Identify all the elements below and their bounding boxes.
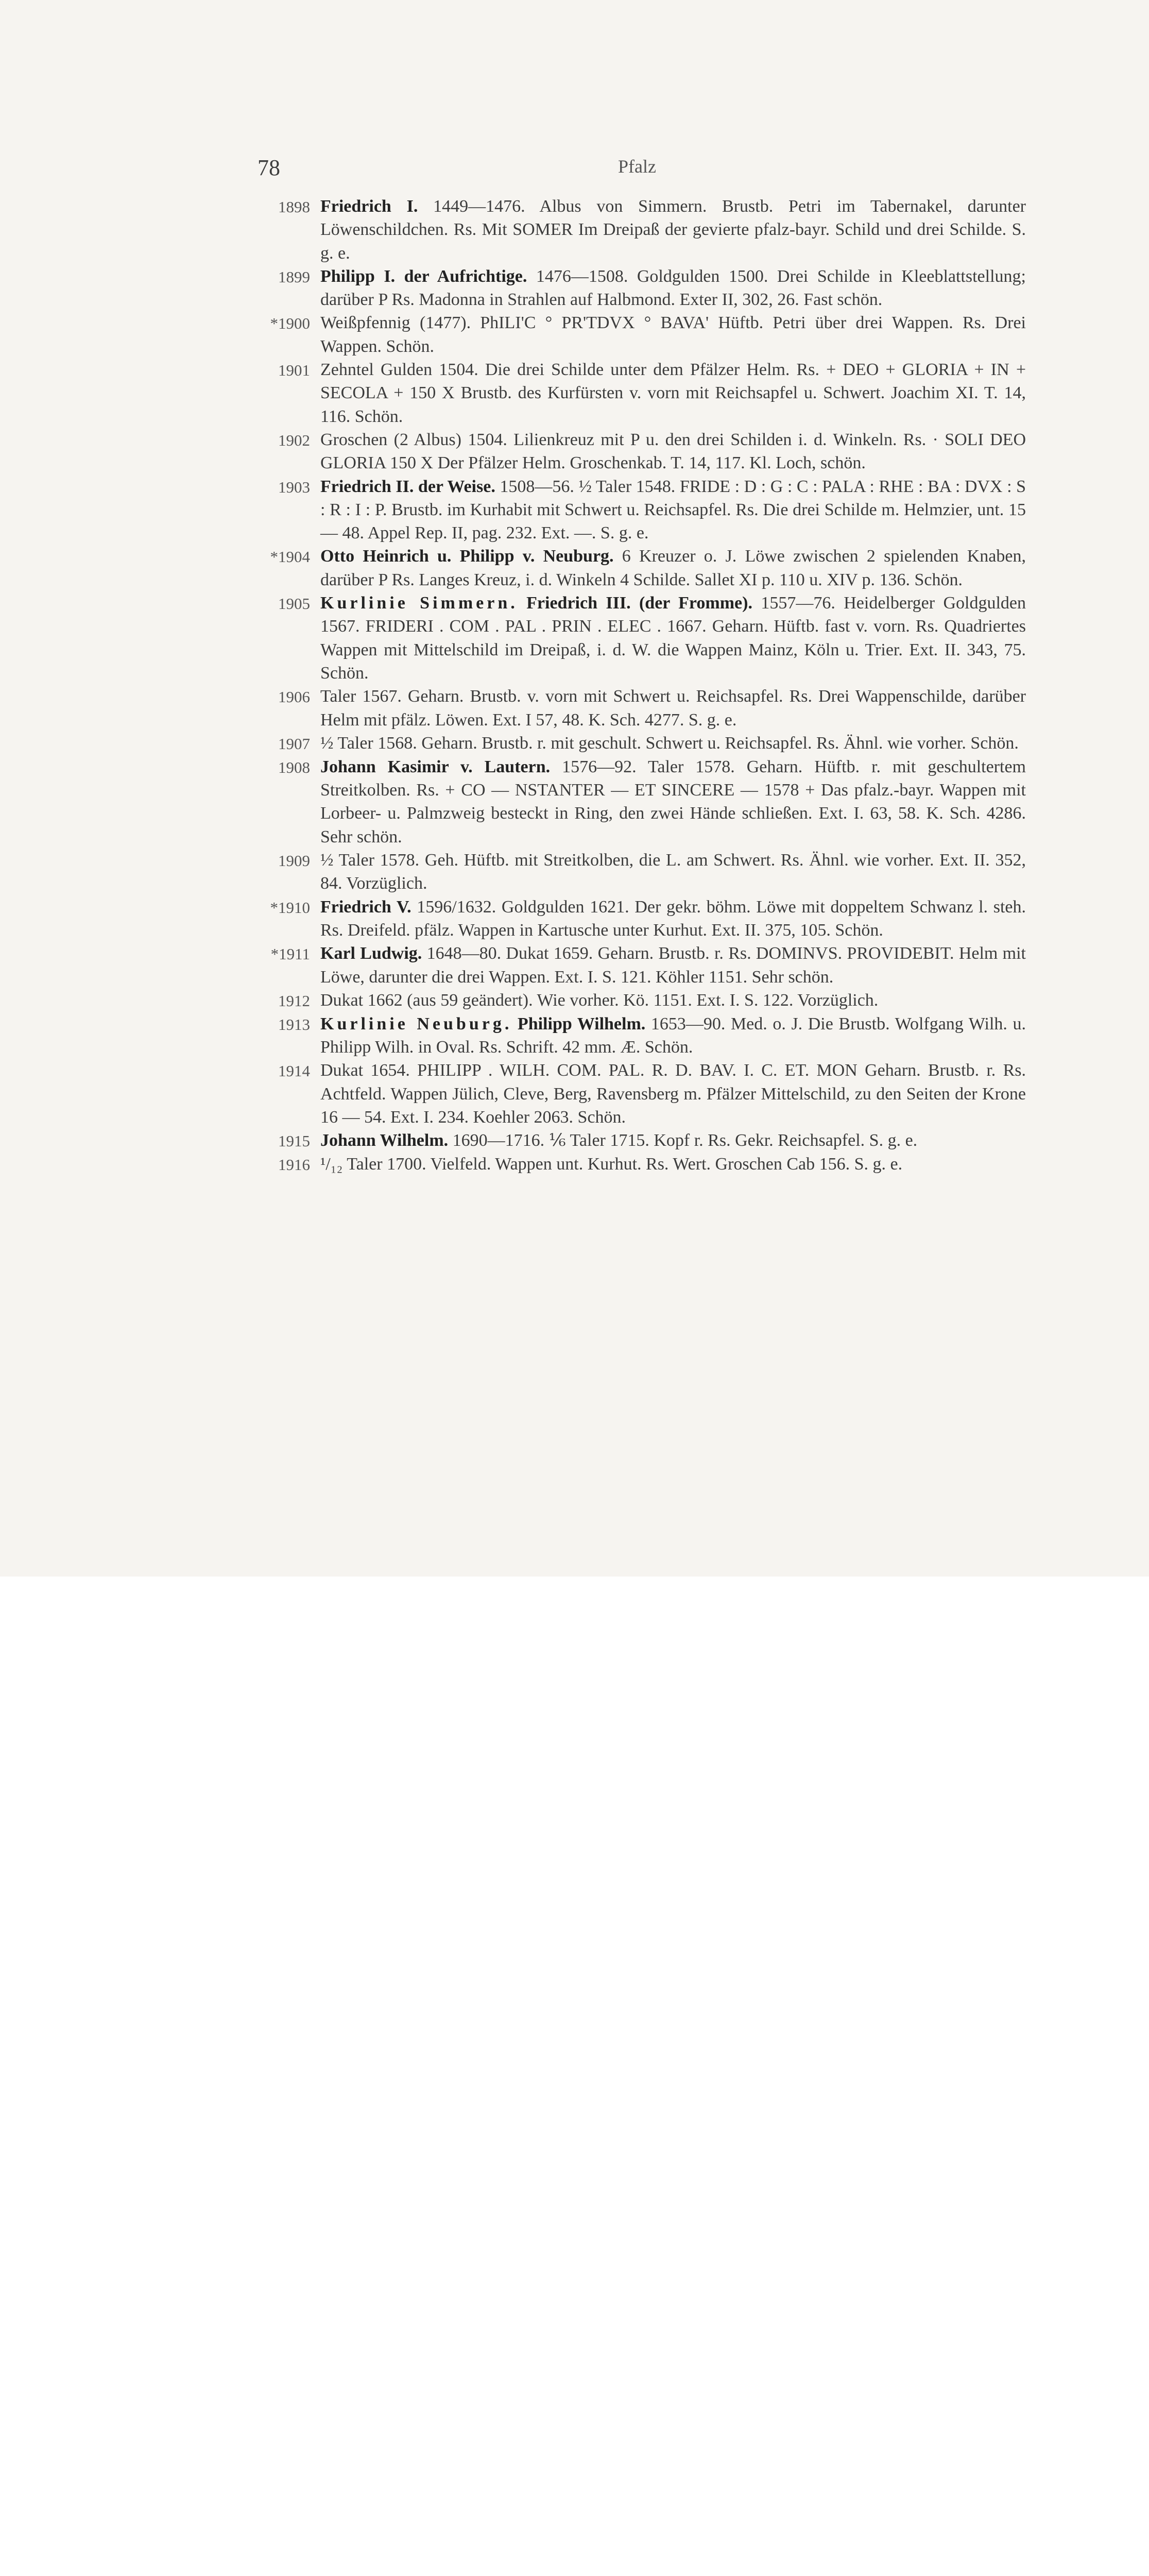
catalogue-entry <box>258 989 1030 1012</box>
lot-number: 1901 <box>278 361 310 380</box>
catalogue-entry <box>258 849 1030 895</box>
entry-text <box>320 591 1026 685</box>
entry-text <box>320 732 1026 755</box>
lot-number: 1913 <box>278 1015 310 1033</box>
catalogue-entry <box>258 1153 1030 1176</box>
catalogue-entry <box>258 685 1030 732</box>
catalogue-entry <box>258 942 1030 989</box>
running-head: Pfalz <box>618 156 656 177</box>
entry-text <box>320 1059 1026 1129</box>
lot-number: 1899 <box>278 267 310 286</box>
lot-number: 1915 <box>278 1132 310 1150</box>
lot-number: 1908 <box>278 758 310 776</box>
lot-number: *1904 <box>270 548 310 566</box>
entry-text <box>320 265 1026 312</box>
lot-number: 1916 <box>278 1156 310 1174</box>
lot-number: 1914 <box>278 1062 310 1080</box>
lot-number: 1898 <box>278 198 310 216</box>
entry-description: Dukat 1662 (aus 59 geändert). Wie vorher. Kö. 1151. Ext. I. S. 122. Vorzüglich. <box>320 990 879 1010</box>
page-number: 78 <box>258 155 280 180</box>
ruler-name: Johann Wilhelm. <box>320 1131 449 1150</box>
entry-text <box>320 1129 1026 1153</box>
lot-number: 1909 <box>278 852 310 870</box>
entry-description: 1449—1476. Albus von Simmern. Brustb. Petri im Tabernakel, darunter Löwenschildchen. Rs. Mit SOMER Im Dreipaß der gevierte pfalz-bayr. Schild und drei Schilde. S. g. e. <box>320 197 1026 263</box>
ruler-name: Philipp Wilhelm. <box>512 1014 646 1033</box>
catalogue-entries <box>258 195 1030 1176</box>
lot-number: 1912 <box>278 991 310 1010</box>
lot-number: *1900 <box>270 314 310 333</box>
catalogue-entry <box>258 591 1030 685</box>
lot-number: *1911 <box>270 945 310 963</box>
entry-description: Dukat 1654. PHILIPP . WILH. COM. PAL. R. D. BAV. I. C. ET. MON Geharn. Brustb. r. Rs. Achtfeld. Wappen Jülich, Cleve, Berg, Ravensberg m. Pfälzer Mittelschild, zu den Seiten der Krone 16 — 54. Ext. I. 234. Koehler 2063. Schön. <box>320 1061 1026 1127</box>
ruler-name: Friedrich II. der Weise. <box>320 477 495 496</box>
entry-text <box>320 989 1026 1012</box>
entry-text <box>320 545 1026 591</box>
catalogue-entry <box>258 358 1030 428</box>
entry-description: 1508—56. ½ Taler 1548. FRIDE : D : G : C : PALA : RHE : BA : DVX : S : R : I : P. Brustb. im Kurhabit mit Schwert u. Reichsapfel. Rs. Die drei Schilde m. Helmzier, unt. 15 — 48. Appel Rep. II, pag. 232. Ext. —. S. g. e. <box>320 477 1026 543</box>
entry-description: Taler 1567. Geharn. Brustb. v. vorn mit Schwert u. Reichsapfel. Rs. Drei Wappenschilde, darüber Helm mit pfälz. Löwen. Ext. I 57, 48. K. Sch. 4277. S. g. e. <box>320 687 1026 730</box>
entry-description: 1557—76. Heidelberger Goldgulden 1567. FRIDERI . COM . PAL . PRIN . ELEC . 1667. Geharn. Hüftb. fast v. vorn. Rs. Quadriertes Wappen mit Mittelschild im Dreipaß, i. d. W. die Wappen Mainz, Köln u. Trier. Ext. II. 343, 75. Schön. <box>320 594 1026 683</box>
catalogue-entry <box>258 732 1030 755</box>
digitization-footer <box>0 1577 1149 1675</box>
entry-text <box>320 475 1026 545</box>
entry-text <box>320 849 1026 895</box>
lot-number: 1907 <box>278 734 310 753</box>
catalogue-entry <box>258 1129 1030 1153</box>
catalogue-entry <box>258 428 1030 475</box>
entry-text <box>320 942 1026 989</box>
entry-description: 1476—1508. Goldgulden 1500. Drei Schilde in Kleeblattstellung; darüber P Rs. Madonna in Strahlen auf Halbmond. Exter II, 302, 26. Fast schön. <box>320 266 1026 310</box>
entry-description: 1690—1716. ⅙ Taler 1715. Kopf r. Rs. Gekr. Reichsapfel. S. g. e. <box>448 1131 918 1150</box>
ruler-name: Johann Kasimir v. Lautern. <box>320 757 551 776</box>
entry-description: 6 Kreuzer o. J. Löwe zwischen 2 spielenden Knaben, darüber P Rs. Langes Kreuz, i. d. Winkeln 4 Schilde. Sallet XI p. 110 u. XIV p. 136. Schön. <box>320 547 1026 589</box>
catalogue-entry <box>258 195 1030 265</box>
entry-description: 1576—92. Taler 1578. Geharn. Hüftb. r. mit geschultertem Streitkolben. Rs. + CO — NSTANTER — ET SINCERE — 1578 + Das pfalz.-bayr. Wappen mit Lorbeer- u. Palmzweig besteckt in Ring, den zwei Hände schließen. Ext. I. 63, 58. K. Sch. 4286. Sehr schön. <box>320 757 1026 846</box>
entry-description: ½ Taler 1578. Geh. Hüftb. mit Streitkolben, die L. am Schwert. Rs. Ähnl. wie vorher. Ext. II. 352, 84. Vorzüglich. <box>320 851 1026 893</box>
catalogue-entry <box>258 755 1030 849</box>
lot-number: 1903 <box>278 478 310 496</box>
entry-text <box>320 195 1026 265</box>
entry-text <box>320 428 1026 475</box>
entry-text <box>320 358 1026 428</box>
entry-text <box>320 1012 1026 1059</box>
entry-description: 1653—90. Med. o. J. Die Brustb. Wolfgang Wilh. u. Philipp Wilh. in Oval. Rs. Schrift. 42 mm. Æ. Schön. <box>320 1014 1026 1057</box>
entry-description: Weißpfennig (1477). PhILI'C ° PR'TDVX ° BAVA' Hüftb. Petri über drei Wappen. Rs. Drei Wappen. Schön. <box>320 313 1026 356</box>
lot-number: 1902 <box>278 431 310 449</box>
catalogue-entry <box>258 475 1030 545</box>
entry-text <box>320 755 1026 849</box>
lot-number: *1910 <box>270 898 310 917</box>
lot-number: 1905 <box>278 595 310 613</box>
entry-description: Zehntel Gulden 1504. Die drei Schilde unter dem Pfälzer Helm. Rs. + DEO + GLORIA + IN + SECOLA + 150 X Brustb. des Kurfürsten v. vorn mit Reichsapfel u. Schwert. Joachim XI. T. 14, 116. Schön. <box>320 360 1026 426</box>
catalogue-entry <box>258 1012 1030 1059</box>
line-heading: Kurlinie Neuburg. <box>320 1014 512 1033</box>
ruler-name: Friedrich V. <box>320 897 411 917</box>
catalogue-entry <box>258 311 1030 358</box>
ruler-name: Karl Ludwig. <box>320 944 422 963</box>
entry-description: 1596/1632. Goldgulden 1621. Der gekr. böhm. Löwe mit doppeltem Schwanz l. steh. Rs. Dreifeld. pfälz. Wappen in Kartusche unter Kurhut. Ext. II. 375, 105. Schön. <box>320 897 1026 940</box>
lot-number: 1906 <box>278 688 310 706</box>
catalogue-entry <box>258 1059 1030 1129</box>
ruler-name: Otto Heinrich u. Philipp v. Neuburg. <box>320 547 614 566</box>
ruler-name: Friedrich III. (der Fromme). <box>518 594 752 613</box>
catalogue-entry <box>258 545 1030 591</box>
ruler-name: Friedrich I. <box>320 197 418 216</box>
entry-description: ¹/₁₂ Taler 1700. Vielfeld. Wappen unt. Kurhut. Rs. Wert. Groschen Cab 156. S. g. e. <box>320 1155 903 1174</box>
entry-text <box>320 895 1026 942</box>
catalogue-entry <box>258 895 1030 942</box>
line-heading: Kurlinie Simmern. <box>320 594 518 613</box>
entry-text <box>320 685 1026 732</box>
entry-text <box>320 1153 1026 1176</box>
entry-description: 1648—80. Dukat 1659. Geharn. Brustb. r. Rs. DOMINVS. PROVIDEBIT. Helm mit Löwe, darunter die drei Wappen. Ext. I. S. 121. Köhler 1151. Sehr schön. <box>320 944 1026 987</box>
ruler-name: Philipp I. der Aufrichtige. <box>320 266 527 286</box>
entry-text <box>320 311 1026 358</box>
catalogue-entry <box>258 265 1030 312</box>
entry-description: Groschen (2 Albus) 1504. Lilienkreuz mit P u. den drei Schilden i. d. Winkeln. Rs. · SOLI DEO GLORIA 150 X Der Pfälzer Helm. Groschenkab. T. 14, 117. Kl. Loch, schön. <box>320 430 1026 473</box>
entry-description: ½ Taler 1568. Geharn. Brustb. r. mit geschult. Schwert u. Reichsapfel. Rs. Ähnl. wie vorher. Schön. <box>320 733 1019 753</box>
